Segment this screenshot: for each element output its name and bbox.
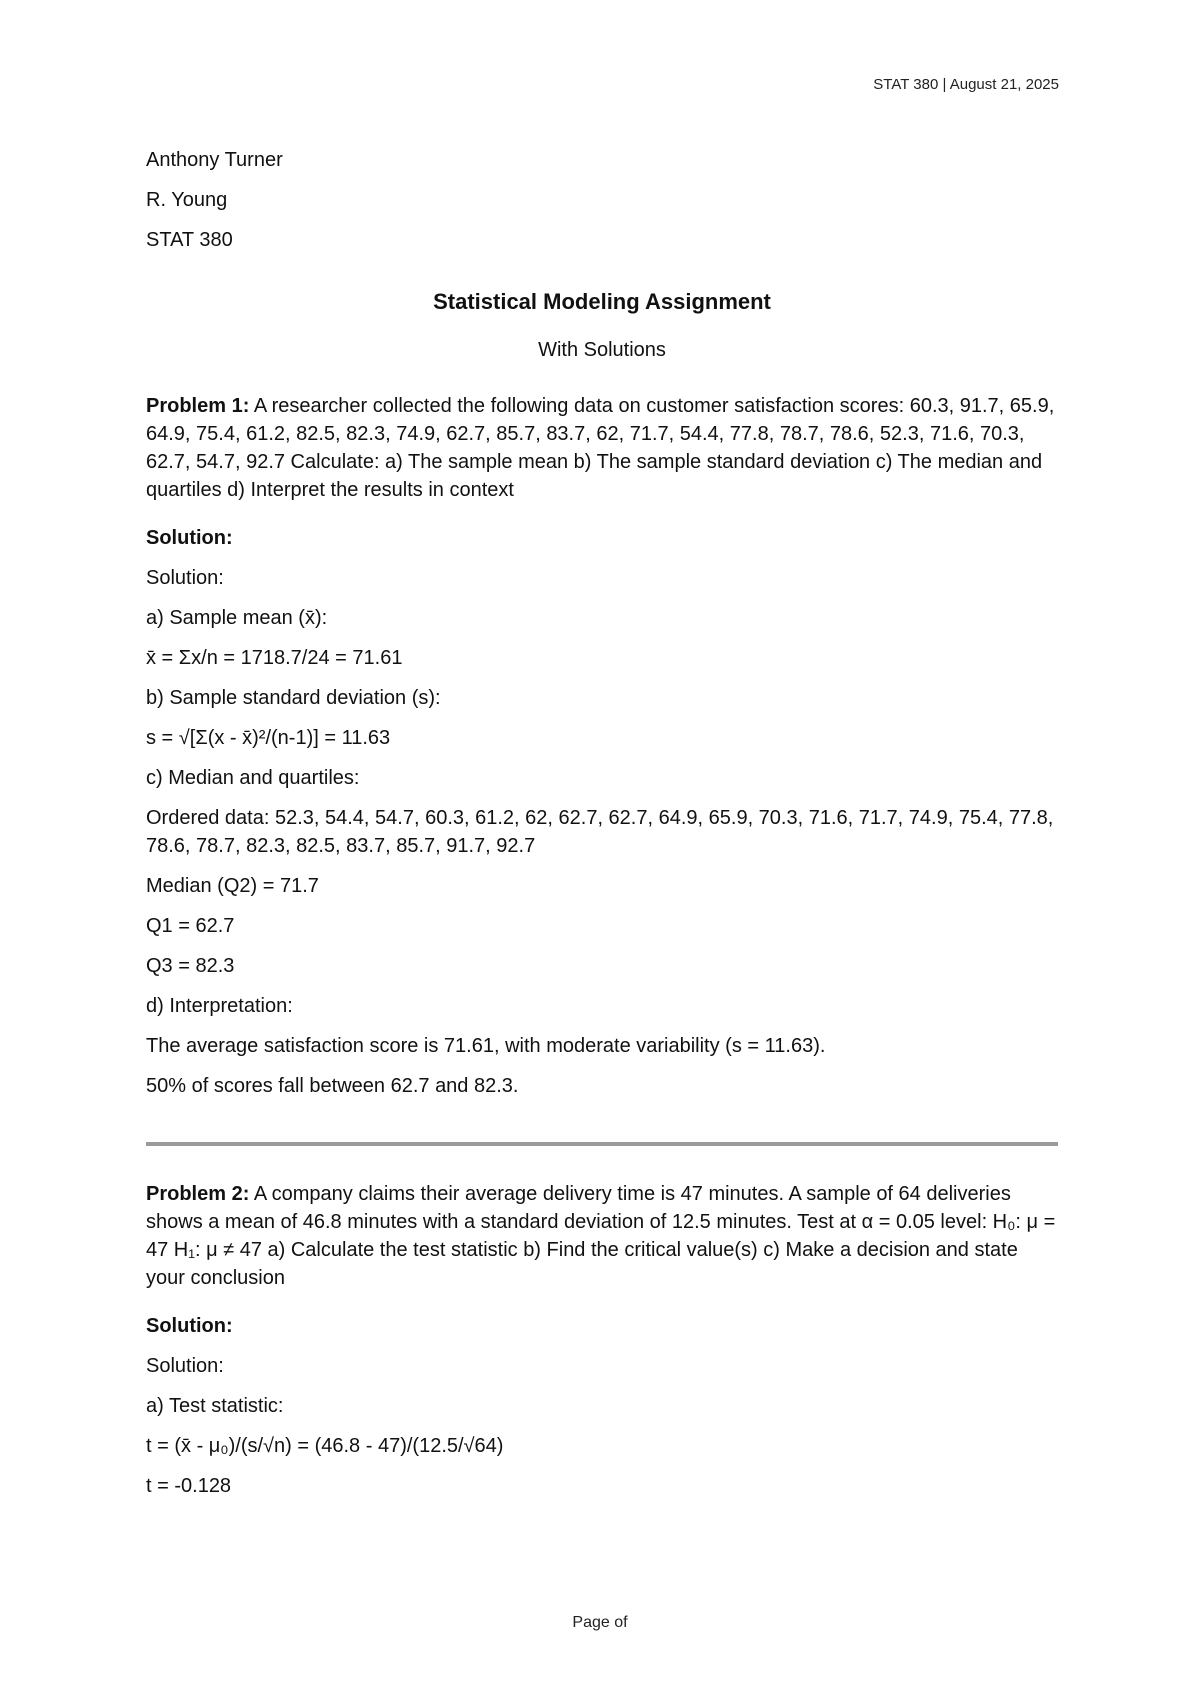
solution-line: 50% of scores fall between 62.7 and 82.3. bbox=[146, 1075, 519, 1097]
page-number-label: Page of bbox=[572, 1614, 628, 1631]
solution-line: Ordered data: 52.3, 54.4, 54.7, 60.3, 61.2, 62, 62.7, 62.7, 64.9, 65.9, 70.3, 71.6, 71.7, 74.9, 75.4, 77.8, 78.6, 78.7, 82.3, 82.5, 83.7, 85.7, 91.7, 92.7 bbox=[146, 807, 1054, 857]
solution-line: Q1 = 62.7 bbox=[146, 915, 235, 937]
instructor-name: R. Young bbox=[146, 189, 228, 211]
document-subtitle: With Solutions bbox=[538, 339, 666, 361]
problem-2-solution-heading: Solution: bbox=[146, 1315, 233, 1337]
solution-line: c) Median and quartiles: bbox=[146, 767, 360, 789]
student-name: Anthony Turner bbox=[146, 149, 283, 171]
solution-line: d) Interpretation: bbox=[146, 995, 293, 1017]
solution-line: a) Test statistic: bbox=[146, 1395, 284, 1417]
document-title: Statistical Modeling Assignment bbox=[433, 289, 771, 314]
section-divider bbox=[146, 1142, 1058, 1146]
solution-line: Median (Q2) = 71.7 bbox=[146, 875, 319, 897]
solution-line: x̄ = Σx/n = 1718.7/24 = 71.61 bbox=[146, 647, 403, 669]
problem-1-statement bbox=[146, 392, 1058, 504]
solution-line: Solution: bbox=[146, 1355, 224, 1377]
running-header: STAT 380 | August 21, 2025 bbox=[873, 76, 1059, 93]
problem-1-text: A researcher collected the following data on customer satisfaction scores: 60.3, 91.7, 65.9, 64.9, 75.4, 61.2, 82.5, 82.3, 74.9, 62.7, 85.7, 83.7, 62, 71.7, 54.4, 77.8, 78.7, 78.6, 52.3, 71.6, 70.3, 62.7, 54.7, 92.7 Calculate: a) The sample mean b) The sample standard deviation c) The median and quartiles d) Interpret the results in context bbox=[146, 395, 1055, 501]
solution-line: s = √[Σ(x - x̄)²/(n-1)] = 11.63 bbox=[146, 727, 391, 749]
document-body bbox=[146, 146, 1058, 1512]
course-name: STAT 380 bbox=[146, 229, 233, 251]
solution-line: t = (x̄ - μ₀)/(s/√n) = (46.8 - 47)/(12.5/√64) bbox=[146, 1435, 504, 1457]
problem-1-label: Problem 1: bbox=[146, 395, 250, 417]
page-footer bbox=[0, 1614, 1200, 1632]
problem-2-text: A company claims their average delivery time is 47 minutes. A sample of 64 deliveries shows a mean of 46.8 minutes with a standard deviation of 12.5 minutes. Test at α = 0.05 level: H₀: μ = 47 H₁: μ ≠ 47 a) Calculate the test statistic b) Find the critical value(s) c) Make a decision and state your conclusion bbox=[146, 1183, 1056, 1289]
problem-2-label: Problem 2: bbox=[146, 1183, 250, 1205]
solution-line: Q3 = 82.3 bbox=[146, 955, 235, 977]
solution-line: t = -0.128 bbox=[146, 1475, 232, 1497]
problem-2-statement bbox=[146, 1180, 1058, 1292]
solution-line: Solution: bbox=[146, 567, 224, 589]
solution-line: b) Sample standard deviation (s): bbox=[146, 687, 441, 709]
problem-1-solution-heading: Solution: bbox=[146, 527, 233, 549]
solution-line: The average satisfaction score is 71.61, with moderate variability (s = 11.63). bbox=[146, 1035, 826, 1057]
solution-line: a) Sample mean (x̄): bbox=[146, 607, 328, 629]
